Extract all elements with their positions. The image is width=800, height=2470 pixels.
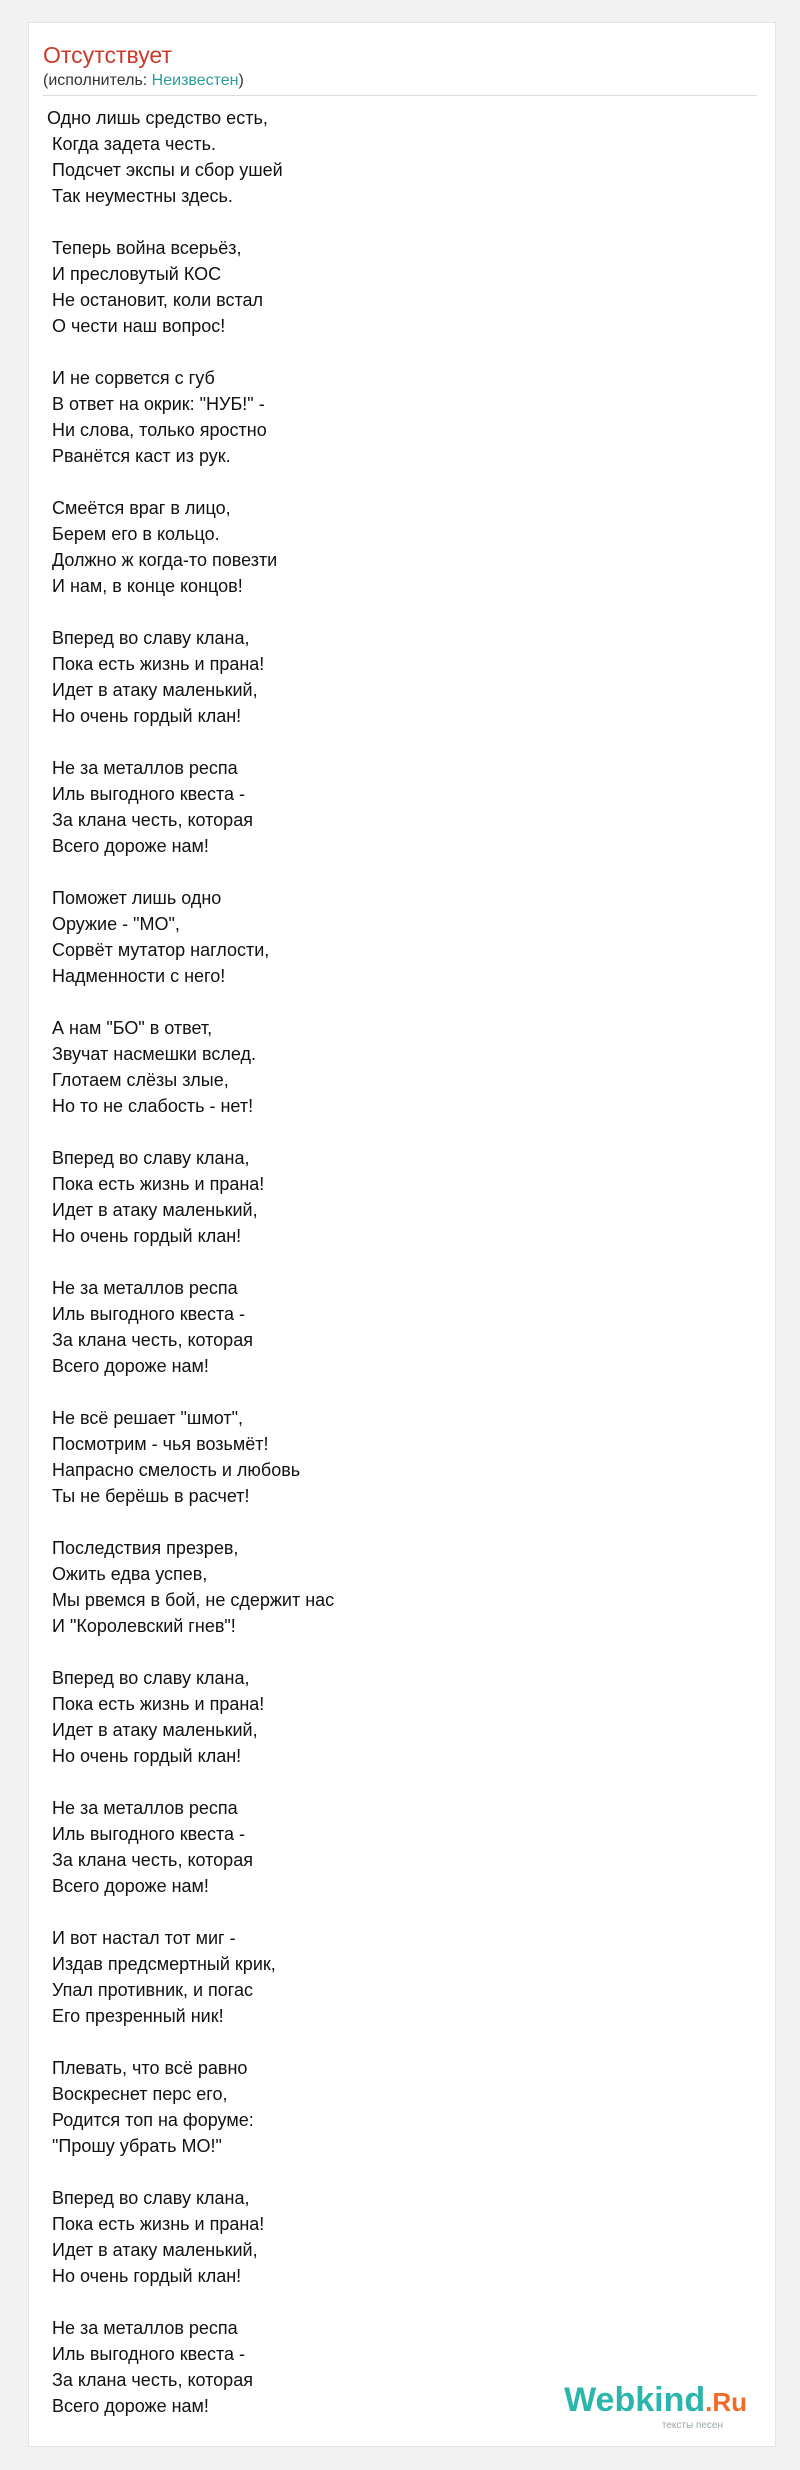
stanza-gap: [42, 989, 742, 1015]
lyric-line: Мы рвемся в бой, не сдержит нас: [42, 1590, 335, 1610]
artist-prefix: (исполнитель:: [43, 72, 152, 89]
lyric-line: Глотаем слёзы злые,: [42, 1070, 229, 1090]
stanza-gap: [42, 1379, 742, 1405]
lyric-line: Пока есть жизнь и прана!: [42, 1174, 265, 1194]
lyric-line: Сорвёт мутатор наглости,: [42, 940, 270, 960]
lyric-line: Вперед во славу клана,: [42, 1148, 250, 1168]
lyric-line: Вперед во славу клана,: [42, 628, 250, 648]
lyric-line: Напрасно смелость и любовь: [42, 1460, 301, 1480]
stanza-gap: [42, 729, 742, 755]
lyric-line: Берем его в кольцо.: [42, 524, 220, 544]
stanza-gap: [42, 2029, 742, 2055]
song-title: Отсутствует: [43, 42, 172, 68]
lyric-line: Смеётся враг в лицо,: [42, 498, 231, 518]
lyric-line: Должно ж когда-то повезти: [42, 550, 278, 570]
webkind-watermark: [564, 2382, 747, 2432]
stanza-gap: [42, 1769, 742, 1795]
header-divider: [43, 95, 757, 96]
stanza-gap: [42, 599, 742, 625]
stanza-gap: [42, 1119, 742, 1145]
lyric-line: В ответ на окрик: "НУБ!" -: [42, 394, 265, 414]
lyric-line: Поможет лишь одно: [42, 888, 222, 908]
lyric-line: Пока есть жизнь и прана!: [42, 2214, 265, 2234]
watermark-tagline: тексты песен: [661, 2420, 723, 2431]
lyric-line: Иль выгодного квеста -: [42, 1824, 246, 1844]
watermark-logo: [564, 2382, 747, 2420]
lyric-line: А нам "БО" в ответ,: [42, 1018, 213, 1038]
lyric-line: Издав предсмертный крик,: [42, 1954, 276, 1974]
lyric-line: Пока есть жизнь и прана!: [42, 1694, 265, 1714]
artist-link[interactable]: Неизвестен: [151, 72, 239, 89]
lyric-line: Всего дороже нам!: [42, 2396, 209, 2416]
lyric-line: Не за металлов респа: [42, 2318, 238, 2338]
lyric-line: За клана честь, которая: [42, 1850, 253, 1870]
artist-line: [43, 71, 244, 91]
lyric-line: Но очень гордый клан!: [42, 2266, 242, 2286]
watermark-tld: .Ru: [705, 2387, 747, 2417]
lyric-line: Всего дороже нам!: [42, 836, 209, 856]
lyric-line: И нам, в конце концов!: [42, 576, 243, 596]
lyric-line: Так неуместны здесь.: [42, 186, 233, 206]
lyric-line: Когда задета честь.: [42, 134, 217, 154]
lyric-line: Не всё решает "шмот",: [42, 1408, 243, 1428]
lyric-line: Иль выгодного квеста -: [42, 1304, 246, 1324]
lyric-line: Пока есть жизнь и прана!: [42, 654, 265, 674]
lyric-line: Оружие - "МО",: [42, 914, 180, 934]
lyric-line: Упал противник, и погас: [42, 1980, 253, 2000]
artist-suffix: ): [238, 72, 244, 89]
lyrics-text: [42, 105, 742, 2419]
lyric-line: Но то не слабость - нет!: [42, 1096, 254, 1116]
lyric-line: Подсчет экспы и сбор ушей: [42, 160, 283, 180]
stanza-gap: [42, 339, 742, 365]
stanza-gap: [42, 1509, 742, 1535]
lyric-line: Но очень гордый клан!: [42, 706, 242, 726]
lyric-line: Ожить едва успев,: [42, 1564, 208, 1584]
stanza-gap: [42, 2159, 742, 2185]
lyric-line: О чести наш вопрос!: [42, 316, 226, 336]
lyric-line: Вперед во славу клана,: [42, 1668, 250, 1688]
lyric-line: Но очень гордый клан!: [42, 1226, 242, 1246]
lyric-line: Последствия презрев,: [42, 1538, 239, 1558]
lyric-line: За клана честь, которая: [42, 1330, 253, 1350]
lyric-line: Не за металлов респа: [42, 1278, 238, 1298]
lyric-line: И вот настал тот миг -: [42, 1928, 236, 1948]
lyric-line: Одно лишь средство есть,: [42, 108, 268, 128]
lyric-line: "Прошу убрать МО!": [42, 2136, 222, 2156]
lyric-line: Рванётся каст из рук.: [42, 446, 231, 466]
lyric-line: Надменности с него!: [42, 966, 226, 986]
lyric-line: Ни слова, только яростно: [42, 420, 267, 440]
stanza-gap: [42, 2289, 742, 2315]
stanza-gap: [42, 209, 742, 235]
lyric-line: Плевать, что всё равно: [42, 2058, 248, 2078]
lyric-line: Идет в атаку маленький,: [42, 2240, 258, 2260]
lyric-line: Иль выгодного квеста -: [42, 2344, 246, 2364]
lyric-line: Но очень гордый клан!: [42, 1746, 242, 1766]
lyrics-card: [28, 22, 776, 2447]
lyric-line: Не за металлов респа: [42, 758, 238, 778]
lyric-line: Идет в атаку маленький,: [42, 1200, 258, 1220]
lyric-line: Не за металлов респа: [42, 1798, 238, 1818]
lyric-line: Посмотрим - чья возьмёт!: [42, 1434, 269, 1454]
lyric-line: Вперед во славу клана,: [42, 2188, 250, 2208]
lyric-line: Идет в атаку маленький,: [42, 1720, 258, 1740]
lyric-line: Идет в атаку маленький,: [42, 680, 258, 700]
stanza-gap: [42, 1639, 742, 1665]
lyric-line: За клана честь, которая: [42, 810, 253, 830]
watermark-brand: Webkind: [564, 2381, 706, 2419]
lyric-line: Звучат насмешки вслед.: [42, 1044, 256, 1064]
lyric-line: За клана честь, которая: [42, 2370, 253, 2390]
lyric-line: И не сорвется с губ: [42, 368, 215, 388]
stanza-gap: [42, 469, 742, 495]
lyric-line: Теперь война всерьёз,: [42, 238, 242, 258]
lyric-line: Не остановит, коли встал: [42, 290, 264, 310]
lyric-line: Родится топ на форуме:: [42, 2110, 254, 2130]
lyric-line: Всего дороже нам!: [42, 1356, 209, 1376]
lyric-line: И пресловутый КОС: [42, 264, 222, 284]
stanza-gap: [42, 859, 742, 885]
lyric-line: Ты не берёшь в расчет!: [42, 1486, 250, 1506]
lyric-line: Его презренный ник!: [42, 2006, 224, 2026]
lyric-line: Воскреснет перс его,: [42, 2084, 228, 2104]
lyric-line: Всего дороже нам!: [42, 1876, 209, 1896]
lyric-line: Иль выгодного квеста -: [42, 784, 246, 804]
stanza-gap: [42, 1249, 742, 1275]
stanza-gap: [42, 1899, 742, 1925]
lyric-line: И "Королевский гнев"!: [42, 1616, 236, 1636]
